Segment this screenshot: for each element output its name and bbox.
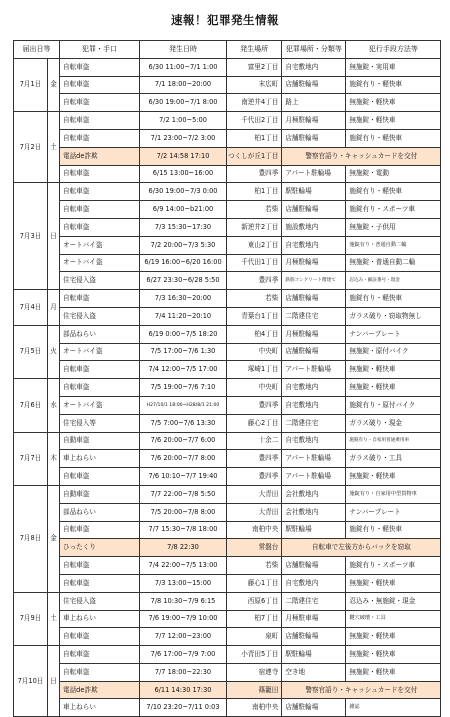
crime-report-table <box>13 40 441 717</box>
table-row <box>14 503 441 521</box>
occurrence-datetime: 7/6 20:00~7/7 8:00 <box>140 450 227 468</box>
location-category: 駅駐輪場 <box>282 183 346 201</box>
table-row <box>14 361 441 379</box>
table-row <box>14 76 441 94</box>
occurrence-datetime: 6/19 16:00~6/20 16:00 <box>140 254 227 272</box>
crime-method: 忍込み・無施錠・現金 <box>346 592 441 610</box>
header-category: 犯罪場所・分類等 <box>282 41 346 59</box>
crime-type: 自転車盗 <box>60 129 140 147</box>
report-date: 7月8日 <box>14 485 48 592</box>
location-category: 駅駐輪場 <box>282 521 346 539</box>
occurrence-place: 新逆井2丁目 <box>227 218 282 236</box>
location-category: 自宅敷地内 <box>282 379 346 397</box>
occurrence-datetime: 7/8 10:30~7/9 6:15 <box>140 592 227 610</box>
crime-type: 自転車盗 <box>60 468 140 486</box>
report-title: 速報！犯罪発生情報 <box>171 13 279 27</box>
table-row <box>14 396 441 414</box>
table-row <box>14 290 441 308</box>
crime-type: 電話de詐欺 <box>60 681 140 699</box>
table-row <box>14 201 441 219</box>
crime-type: 自転車盗 <box>60 628 140 646</box>
location-category: 自宅敷地内 <box>282 574 346 592</box>
table-row <box>14 432 441 450</box>
occurrence-datetime: 7/4 12:00~7/5 17:00 <box>140 361 227 379</box>
table-row <box>14 699 441 717</box>
occurrence-place: 豊四季 <box>227 450 282 468</box>
table-row <box>14 58 441 76</box>
occurrence-place: 南柏中央 <box>227 699 282 717</box>
crime-method: 無施錠・軽快車 <box>346 112 441 130</box>
table-row <box>14 218 441 236</box>
occurrence-datetime: 7/2 20:00~7/3 5:30 <box>140 236 227 254</box>
crime-type: 自転車盗 <box>60 646 140 664</box>
crime-method: 無施錠・軽快車 <box>346 468 441 486</box>
location-category: アパート駐輪場 <box>282 361 346 379</box>
occurrence-datetime: 7/5 17:00~7/6 1:30 <box>140 343 227 361</box>
occurrence-place: 若柴 <box>227 201 282 219</box>
crime-method: 無施錠・実用車 <box>346 58 441 76</box>
crime-method: 無施錠・軽快車 <box>346 663 441 681</box>
occurrence-place: 大青田 <box>227 503 282 521</box>
occurrence-datetime: 7/3 13:00~15:00 <box>140 574 227 592</box>
table-row <box>14 414 441 432</box>
location-category: 店舗駐輪場 <box>282 557 346 575</box>
crime-type: オートバイ盗 <box>60 236 140 254</box>
occurrence-place: 青葉台1丁目 <box>227 307 282 325</box>
crime-type: 部品ねらい <box>60 325 140 343</box>
crime-type: 車上ねらい <box>60 450 140 468</box>
crime-method: 施錠有り・原付バイク <box>346 396 441 414</box>
header-method: 犯行手段方法等 <box>346 41 441 59</box>
location-category: 施設敷地内 <box>282 218 346 236</box>
occurrence-datetime: 7/7 12:00~23:00 <box>140 628 227 646</box>
report-date: 7月4日 <box>14 290 48 326</box>
header-date: 届出日等 <box>14 41 60 59</box>
occurrence-place: 豊四季 <box>227 165 282 183</box>
report-date: 7月1日 <box>14 58 48 111</box>
occurrence-datetime: 7/1 23:00~7/2 3:00 <box>140 129 227 147</box>
occurrence-place: 藤心1丁目 <box>227 574 282 592</box>
occurrence-place: 南柏中央 <box>227 521 282 539</box>
table-body <box>14 58 441 716</box>
occurrence-place: 塚崎1丁目 <box>227 361 282 379</box>
crime-type: 住宅侵入等 <box>60 414 140 432</box>
crime-method: 施錠有り・自家用中型貨物車 <box>346 485 441 503</box>
occurrence-datetime: 6/9 14:00~b21:00 <box>140 201 227 219</box>
table-row <box>14 592 441 610</box>
crime-type: 自動車盗 <box>60 432 140 450</box>
report-date: 7月5日 <box>14 325 48 378</box>
location-category: 月極駐車場 <box>282 610 346 628</box>
crime-type: 電話de詐欺 <box>60 147 140 165</box>
location-category: 駅駐輪場 <box>282 646 346 664</box>
occurrence-datetime: 7/5 7:00~7/6 13:30 <box>140 414 227 432</box>
occurrence-place: 富里2丁目 <box>227 58 282 76</box>
location-category: 二階建住宅 <box>282 307 346 325</box>
location-category: 店舗駐輪場 <box>282 290 346 308</box>
crime-method: 無施錠・軽快車 <box>346 361 441 379</box>
crime-method: ナンバープレート <box>346 325 441 343</box>
occurrence-place: 千代田1丁目 <box>227 254 282 272</box>
occurrence-place: 豊四季 <box>227 272 282 290</box>
location-category: 二階建住宅 <box>282 592 346 610</box>
day-of-week: 日 <box>48 646 60 717</box>
occurrence-place: 藤心2丁目 <box>227 414 282 432</box>
occurrence-datetime: 7/2 1:00~5:00 <box>140 112 227 130</box>
crime-method: 施錠有り・普通自動二輪 <box>346 236 441 254</box>
table-row <box>14 343 441 361</box>
table-row <box>14 129 441 147</box>
occurrence-place: 宿連寺 <box>227 663 282 681</box>
occurrence-datetime: 7/6 19:00~7/9 10:00 <box>140 610 227 628</box>
occurrence-place: 西原6丁目 <box>227 592 282 610</box>
day-of-week: 土 <box>48 592 60 645</box>
crime-method: 施錠有り・軽快車 <box>346 183 441 201</box>
occurrence-datetime: 7/4 11:20~20:10 <box>140 307 227 325</box>
occurrence-datetime: 6/27 23:30~6/28 5:50 <box>140 272 227 290</box>
report-date: 7月9日 <box>14 592 48 645</box>
table-row <box>14 236 441 254</box>
crime-method: 施錠有り・スポーツ車 <box>346 557 441 575</box>
occurrence-place: 末広町 <box>227 76 282 94</box>
location-category: 店舗駐輪場 <box>282 699 346 717</box>
location-category: 月極駐輪場 <box>282 325 346 343</box>
location-category: 店舗駐輪場 <box>282 76 346 94</box>
crime-type: 自動車盗 <box>60 485 140 503</box>
crime-type: 自転車盗 <box>60 58 140 76</box>
day-of-week: 土 <box>48 112 60 183</box>
crime-method: ナンバープレート <box>346 503 441 521</box>
occurrence-place: 豊四季 <box>227 396 282 414</box>
occurrence-datetime: 7/5 19:00~7/6 7:10 <box>140 379 227 397</box>
location-category: 月極駐輪場 <box>282 254 346 272</box>
table-row <box>14 112 441 130</box>
occurrence-place: 中央町 <box>227 343 282 361</box>
report-date: 7月10日 <box>14 646 48 717</box>
day-of-week: 月 <box>48 290 60 326</box>
crime-method: 無施錠・軽快車 <box>346 94 441 112</box>
occurrence-datetime: 6/30 19:00~7/3 0:00 <box>140 183 227 201</box>
occurrence-place: 大青田 <box>227 485 282 503</box>
table-row <box>14 165 441 183</box>
crime-type: 自転車盗 <box>60 94 140 112</box>
occurrence-datetime: 7/10 23:20~7/11 0:03 <box>140 699 227 717</box>
crime-method: 施錠有り・自家用普通乗用車 <box>346 432 441 450</box>
crime-method: ガラス破り・現金 <box>346 414 441 432</box>
crime-type: オートバイ盗 <box>60 254 140 272</box>
crime-method: 無施錠・軽快車 <box>346 379 441 397</box>
occurrence-datetime: 6/19 0:00~7/5 18:20 <box>140 325 227 343</box>
table-row <box>14 325 441 343</box>
location-category: アパート駐輪場 <box>282 165 346 183</box>
occurrence-place: 南逆井4丁目 <box>227 94 282 112</box>
occurrence-datetime: 7/2 14:58 17:10 <box>140 147 227 165</box>
crime-type: 自転車盗 <box>60 574 140 592</box>
occurrence-place: 篠籠田 <box>227 681 282 699</box>
location-category: 店舗駐輪場 <box>282 628 346 646</box>
location-category: 店舗駐輪場 <box>282 343 346 361</box>
table-row <box>14 379 441 397</box>
table-row <box>14 450 441 468</box>
occurrence-datetime: 7/5 20:00~7/8 8:00 <box>140 503 227 521</box>
location-category: アパート駐輪場 <box>282 468 346 486</box>
location-category: 路上 <box>282 94 346 112</box>
location-category: 月極駐輪場 <box>282 112 346 130</box>
occurrence-datetime: 6/15 13:00~16:00 <box>140 165 227 183</box>
header-datetime: 発生日時 <box>140 41 227 59</box>
table-row <box>14 663 441 681</box>
day-of-week: 金 <box>48 485 60 592</box>
occurrence-place: 千代田2丁目 <box>227 112 282 130</box>
crime-type: 住宅侵入盗 <box>60 592 140 610</box>
table-row <box>14 147 441 165</box>
occurrence-datetime: H27/10/1 18:00~H28/8/1 21:00 <box>140 396 227 414</box>
table-row <box>14 94 441 112</box>
location-category: 自宅敷地内 <box>282 58 346 76</box>
crime-type: 自転車盗 <box>60 663 140 681</box>
occurrence-place: 中央町 <box>227 379 282 397</box>
day-of-week: 水 <box>48 379 60 432</box>
occurrence-datetime: 7/1 18:00~20:00 <box>140 76 227 94</box>
occurrence-datetime: 7/7 15:30~7/8 18:00 <box>140 521 227 539</box>
crime-type: 自転車盗 <box>60 112 140 130</box>
crime-method: 施錠有り・軽快車 <box>346 521 441 539</box>
occurrence-place: 泉町 <box>227 628 282 646</box>
location-category: 二階建住宅 <box>282 414 346 432</box>
incident-detail: 自転車で左後方からバックを窃取 <box>282 539 441 557</box>
incident-detail: 警察官語り・キャッシュカードを交付 <box>282 147 441 165</box>
day-of-week: 日 <box>48 183 60 290</box>
crime-method: 無施錠・軽快車 <box>346 574 441 592</box>
location-category: 会社敷地内 <box>282 485 346 503</box>
crime-type: 部品ねらい <box>60 503 140 521</box>
day-of-week: 金 <box>48 58 60 111</box>
occurrence-datetime: 7/3 16:30~20:00 <box>140 290 227 308</box>
occurrence-datetime: 7/8 22:30 <box>140 539 227 557</box>
occurrence-datetime: 7/7 22:00~7/8 5:50 <box>140 485 227 503</box>
location-category: 鉄筋コンクリート階建て <box>282 272 346 290</box>
report-date: 7月2日 <box>14 112 48 183</box>
occurrence-place: 若柴 <box>227 290 282 308</box>
occurrence-datetime: 7/3 15:30~17:30 <box>140 218 227 236</box>
table-row <box>14 485 441 503</box>
table-header-row <box>14 41 441 59</box>
location-category: 自宅敷地内 <box>282 432 346 450</box>
crime-type: オートバイ盗 <box>60 343 140 361</box>
occurrence-place: 小青田5丁目 <box>227 646 282 664</box>
location-category: 会社敷地内 <box>282 503 346 521</box>
occurrence-place: 柏4丁目 <box>227 325 282 343</box>
table-row <box>14 557 441 575</box>
crime-type: 自転車盗 <box>60 165 140 183</box>
crime-type: 車上ねらい <box>60 610 140 628</box>
occurrence-datetime: 6/30 11:00~7/1 1:00 <box>140 58 227 76</box>
crime-type: 自転車盗 <box>60 521 140 539</box>
crime-method: 施錠有り・軽快車 <box>346 76 441 94</box>
location-category: アパート駐輪場 <box>282 450 346 468</box>
crime-method: 施錠有り・軽快車 <box>346 129 441 147</box>
crime-type: 自転車盗 <box>60 183 140 201</box>
occurrence-datetime: 7/6 20:00~7/7 6:00 <box>140 432 227 450</box>
occurrence-place: つくしが丘1丁目 <box>227 147 282 165</box>
crime-type: ひったくり <box>60 539 140 557</box>
report-date: 7月6日 <box>14 379 48 432</box>
occurrence-place: 十余二 <box>227 432 282 450</box>
crime-type: 自転車盗 <box>60 218 140 236</box>
crime-method: 鍵穴破壊・工具 <box>346 610 441 628</box>
crime-method: 無施錠・子供用 <box>346 218 441 236</box>
incident-detail: 警察官語り・キャッシュカードを交付 <box>282 681 441 699</box>
occurrence-place: 豊四季 <box>227 468 282 486</box>
table-row <box>14 254 441 272</box>
report-date: 7月7日 <box>14 432 48 485</box>
crime-type: 自転車盗 <box>60 361 140 379</box>
crime-type: オートバイ盗 <box>60 396 140 414</box>
table-row <box>14 681 441 699</box>
table-row <box>14 610 441 628</box>
occurrence-place: 柏7丁目 <box>227 610 282 628</box>
table-row <box>14 468 441 486</box>
crime-method: ガラス破り・窃取物無し <box>346 307 441 325</box>
occurrence-place: 常盤台 <box>227 539 282 557</box>
day-of-week: 火 <box>48 325 60 378</box>
occurrence-datetime: 6/30 19:00~7/1 8:00 <box>140 94 227 112</box>
crime-type: 自転車盗 <box>60 290 140 308</box>
location-category: 空き地 <box>282 663 346 681</box>
table-row <box>14 574 441 592</box>
occurrence-datetime: 7/6 17:00~7/9 7:00 <box>140 646 227 664</box>
crime-type: 自転車盗 <box>60 379 140 397</box>
crime-type: 自転車盗 <box>60 76 140 94</box>
table-row <box>14 521 441 539</box>
occurrence-place: 柏1丁目 <box>227 183 282 201</box>
occurrence-place: 柏1丁目 <box>227 129 282 147</box>
report-date: 7月3日 <box>14 183 48 290</box>
location-category: 店舗駐輪場 <box>282 129 346 147</box>
table-row <box>14 646 441 664</box>
occurrence-place: 東山2丁目 <box>227 236 282 254</box>
crime-type: 自転車盗 <box>60 557 140 575</box>
occurrence-datetime: 7/6 10:10~7/7 19:40 <box>140 468 227 486</box>
table-row <box>14 539 441 557</box>
table-row <box>14 307 441 325</box>
header-place: 発生場所 <box>227 41 282 59</box>
header-crime: 犯罪・手口 <box>60 41 140 59</box>
crime-method: 施錠有り・軽快車 <box>346 290 441 308</box>
occurrence-datetime: 6/11 14:30 17:30 <box>140 681 227 699</box>
crime-method: 雑誌 <box>346 699 441 717</box>
table-row <box>14 628 441 646</box>
day-of-week: 木 <box>48 432 60 485</box>
crime-method: 施錠有り・スポーツ車 <box>346 201 441 219</box>
occurrence-datetime: 7/4 22:00~7/5 13:00 <box>140 557 227 575</box>
crime-method: ガラス破り・工具 <box>346 450 441 468</box>
location-category: 自宅敷地内 <box>282 396 346 414</box>
table-row <box>14 272 441 290</box>
occurrence-datetime: 7/7 18:00~22:30 <box>140 663 227 681</box>
location-category: 自宅敷地内 <box>282 236 346 254</box>
crime-type: 自転車盗 <box>60 201 140 219</box>
crime-method: 無施錠・電動 <box>346 165 441 183</box>
crime-method: 無施錠・普通自動二輪 <box>346 254 441 272</box>
crime-method: 無施錠・軽快車 <box>346 646 441 664</box>
crime-type: 住宅侵入盗 <box>60 272 140 290</box>
crime-method: 無施錠・軽快車 <box>346 628 441 646</box>
location-category: 店舗駐輪場 <box>282 201 346 219</box>
table-row <box>14 183 441 201</box>
crime-type: 住宅侵入盗 <box>60 307 140 325</box>
crime-type: 車上ねらい <box>60 699 140 717</box>
occurrence-place: 若柴 <box>227 557 282 575</box>
crime-method: 忍込み・細証番号・現金 <box>346 272 441 290</box>
crime-method: 無施錠・原付バイク <box>346 343 441 361</box>
